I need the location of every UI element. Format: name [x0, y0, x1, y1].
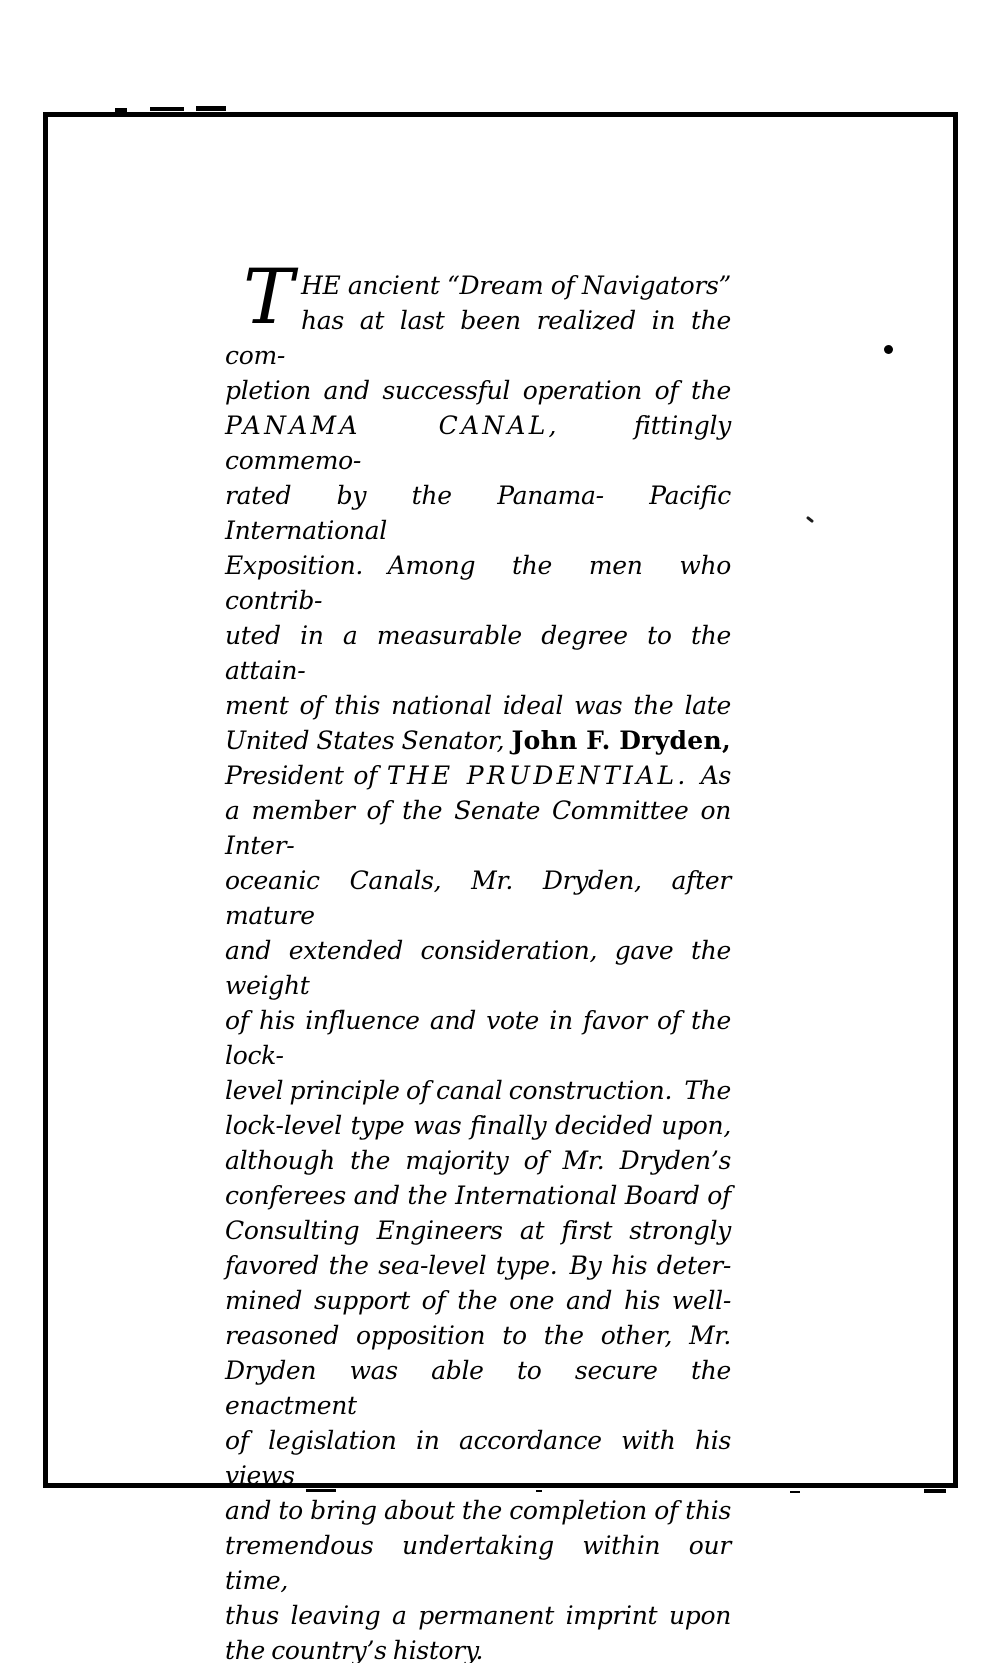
text-line [225, 723, 731, 758]
text-line [225, 933, 731, 1003]
ink-speck [150, 107, 184, 111]
text-segment: Dryden was able to secure the enactment [225, 1356, 731, 1420]
text-line [225, 1073, 731, 1108]
text-line [225, 1283, 731, 1318]
text-segment: pletion and successful operation of the [225, 376, 731, 405]
text-segment: ment of this national ideal was the late [225, 691, 731, 720]
text-line [225, 1493, 731, 1528]
text-segment: HE ancient “Dream of Navigators” [301, 271, 731, 300]
text-line [225, 1003, 731, 1073]
blackletter-name: John F. Dryden, [511, 726, 731, 755]
drop-cap [243, 252, 294, 341]
text-line [225, 373, 731, 408]
text-line [225, 1178, 731, 1213]
text-line [225, 1598, 731, 1633]
text-line [225, 793, 731, 863]
ink-speck [196, 106, 226, 111]
text-segment: Exposition. Among the men who contrib- [225, 551, 731, 615]
text-segment: Consulting Engineers at first strongly [225, 1216, 731, 1245]
ink-speck [790, 1491, 800, 1493]
text-line [225, 408, 731, 478]
text-segment: mined support of the one and his well- [225, 1286, 731, 1315]
text-segment: conferees and the International Board of [225, 1181, 731, 1210]
text-segment: rated by the Panama- Pacific International [225, 481, 731, 545]
text-line [225, 1108, 731, 1143]
text-line [225, 1353, 731, 1423]
text-line [225, 1143, 731, 1178]
text-segment: although the majority of Mr. Dryden’s [225, 1146, 731, 1175]
text-segment: has at last been realized in the com- [225, 306, 731, 370]
spaced-caps: THE PRUDENTIAL. [386, 761, 689, 790]
text-line [225, 478, 731, 548]
text-segment: President of [225, 761, 387, 790]
text-segment: lock-level type was finally decided upon, [225, 1111, 731, 1140]
text-segment: tremendous undertaking within our time, [225, 1531, 731, 1595]
text-block-lines [225, 268, 731, 1663]
text-segment: level principle of canal construction. The [225, 1076, 731, 1105]
text-line [225, 1248, 731, 1283]
text-segment: uted in a measurable degree to the attain- [225, 621, 731, 685]
text-line [225, 688, 731, 723]
text-line [225, 1318, 731, 1353]
text-segment: United States Senator, [225, 726, 512, 755]
text-line [225, 303, 731, 373]
text-line [225, 548, 731, 618]
text-line [225, 1213, 731, 1248]
text-segment: the country’s history. [225, 1636, 484, 1663]
text-line [225, 1423, 731, 1493]
text-line [225, 1528, 731, 1598]
text-segment: favored the sea-level type. By his deter- [225, 1251, 731, 1280]
text-segment: of legislation in accordance with his views [225, 1426, 731, 1490]
text-line [225, 268, 731, 303]
text-segment: and to bring about the completion of this [225, 1496, 731, 1525]
drop-cap-letter: T [243, 252, 294, 341]
text-segment: of his influence and vote in favor of the lock- [225, 1006, 731, 1070]
text-segment: and extended consideration, gave the weight [225, 936, 731, 1000]
text-line [225, 618, 731, 688]
text-block [225, 252, 731, 1663]
ink-speck [924, 1489, 946, 1493]
text-line [225, 863, 731, 933]
text-segment: As [688, 761, 731, 790]
text-line [225, 1633, 731, 1663]
text-segment: a member of the Senate Committee on Inter- [225, 796, 731, 860]
text-segment: reasoned opposition to the other, Mr. [225, 1321, 731, 1350]
margin-ink-dot [884, 345, 893, 354]
spaced-caps: PANAMA CANAL, [225, 411, 560, 440]
text-segment: oceanic Canals, Mr. Dryden, after mature [225, 866, 731, 930]
text-line [225, 758, 731, 793]
text-segment: fittingly commemo- [225, 411, 731, 475]
text-segment: thus leaving a permanent imprint upon [225, 1601, 731, 1630]
